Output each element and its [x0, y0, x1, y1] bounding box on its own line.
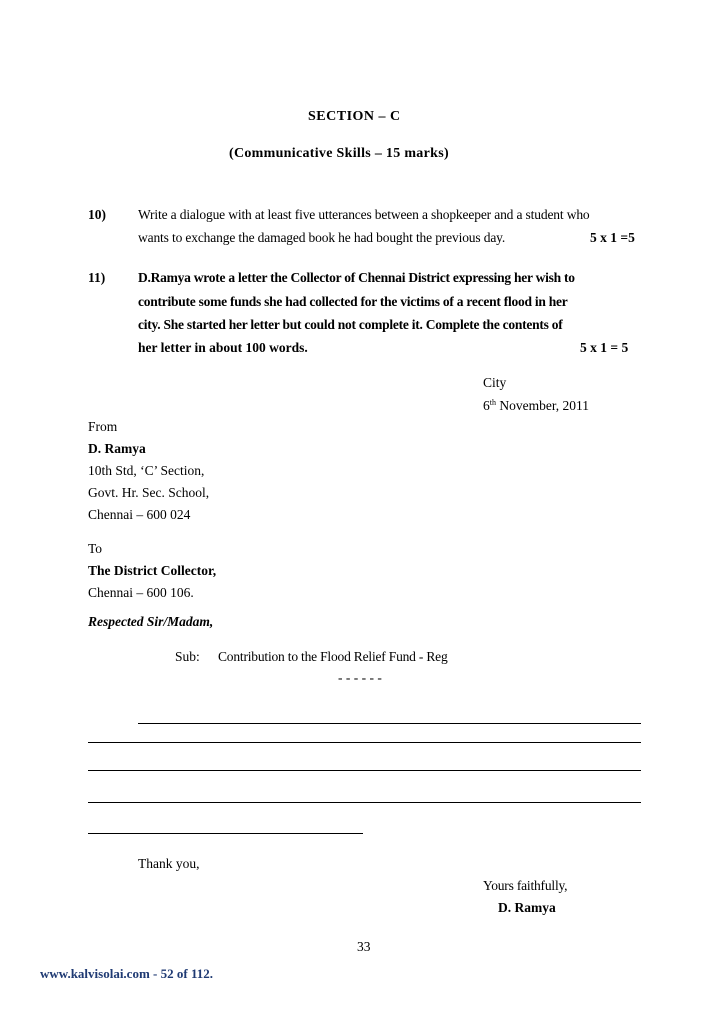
letter-date-day: 6	[483, 398, 490, 413]
question-10-marks: 5 x 1 =5	[590, 230, 635, 245]
section-subtitle: (Communicative Skills – 15 marks)	[229, 146, 449, 161]
question-10-line-1: Write a dialogue with at least five utterances between a shopkeeper and a student who	[138, 207, 590, 222]
letter-date-rest: November, 2011	[495, 398, 590, 413]
question-11-number: 11)	[88, 270, 106, 285]
page-number: 33	[357, 939, 371, 954]
answer-line-3	[88, 770, 641, 771]
section-title: SECTION – C	[308, 109, 401, 124]
sender-address-line-3: Chennai – 600 024	[88, 507, 191, 522]
letter-date	[483, 398, 589, 414]
sender-name: D. Ramya	[88, 441, 146, 456]
thanks-text: Thank you,	[138, 856, 200, 871]
answer-line-5	[88, 833, 363, 834]
to-label: To	[88, 541, 103, 556]
recipient-address-line-1: Chennai – 600 106.	[88, 585, 194, 600]
subject-dashes: - - - - - -	[338, 670, 382, 685]
question-11-line-2: contribute some funds she had collected for the victims of a recent flood in her	[138, 294, 568, 309]
question-10-line-2: wants to exchange the damaged book he had bought the previous day.	[138, 230, 506, 245]
answer-line-4	[88, 802, 641, 803]
salutation: Respected Sir/Madam,	[88, 614, 214, 629]
sender-address-line-2: Govt. Hr. Sec. School,	[88, 485, 210, 500]
footer-source[interactable]: www.kalvisolai.com - 52 of 112.	[40, 966, 213, 981]
question-11-line-3: city. She started her letter but could not complete it. Complete the contents of	[138, 317, 563, 332]
sender-address-line-1: 10th Std, ‘C’ Section,	[88, 463, 205, 478]
subject-text: Contribution to the Flood Relief Fund - Reg	[218, 649, 448, 664]
question-10-number: 10)	[88, 207, 106, 222]
closing-text: Yours faithfully,	[483, 878, 568, 893]
signature-name: D. Ramya	[498, 900, 556, 915]
from-label: From	[88, 419, 118, 434]
letter-date-suffix: th	[489, 398, 496, 407]
answer-line-1	[138, 723, 641, 724]
question-11-line-1: D.Ramya wrote a letter the Collector of Chennai District expressing her wish to	[138, 270, 575, 285]
recipient-name: The District Collector,	[88, 563, 217, 578]
question-11-line-4: her letter in about 100 words.	[138, 340, 308, 355]
answer-line-2	[88, 742, 641, 743]
subject-label: Sub:	[175, 649, 200, 664]
letter-place: City	[483, 375, 507, 390]
question-11-marks: 5 x 1 = 5	[580, 340, 629, 355]
